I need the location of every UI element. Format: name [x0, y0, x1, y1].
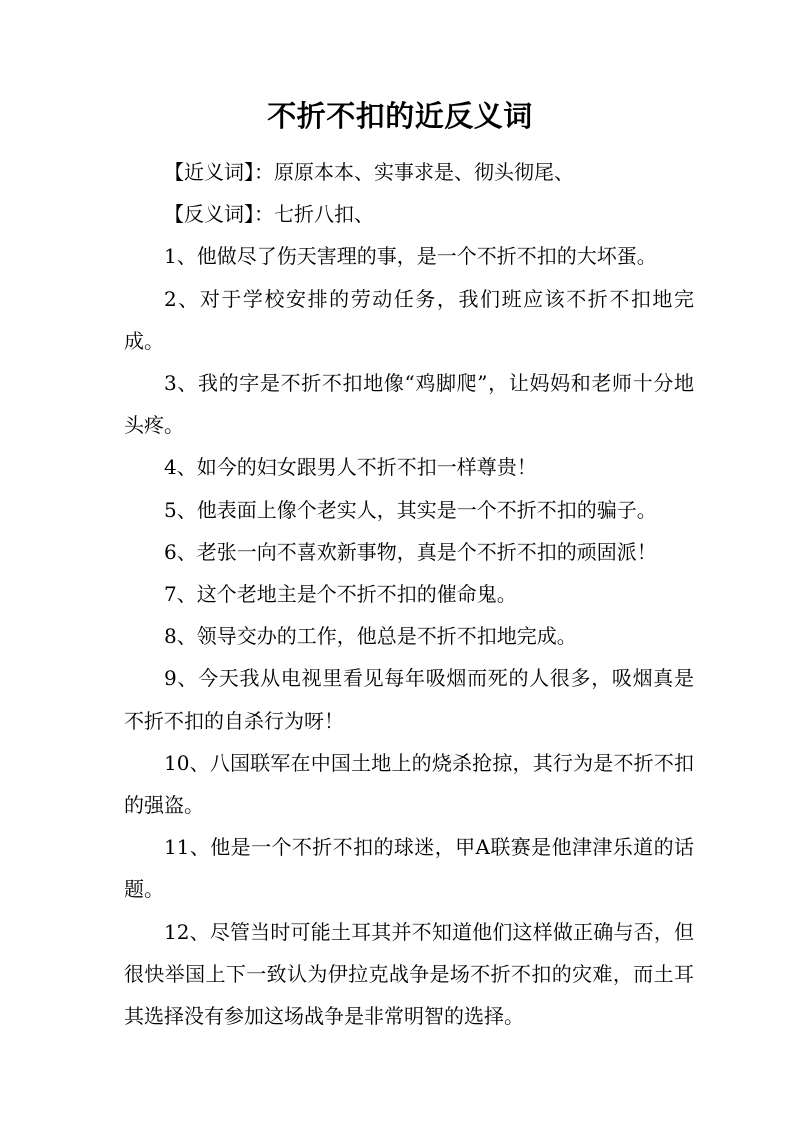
- example-sentence-3: 3、我的字是不折不扣地像“鸡脚爬”，让妈妈和老师十分地头疼。: [124, 371, 694, 438]
- example-sentence-5: 5、他表面上像个老实人，其实是一个不折不扣的骗子。: [164, 497, 657, 522]
- example-sentence-4: 4、如今的妇女跟男人不折不扣一样尊贵！: [164, 455, 537, 480]
- document-title: 不折不扣的近反义词: [267, 99, 533, 133]
- example-sentence-7: 7、这个老地主是个不折不扣的催命鬼。: [164, 582, 517, 607]
- example-sentence-10: 10、八国联军在中国土地上的烧杀抢掠，其行为是不折不扣的强盗。: [124, 750, 694, 818]
- example-sentence-9: 9、今天我从电视里看见每年吸烟而死的人很多，吸烟真是不折不扣的自杀行为呀！: [124, 666, 694, 733]
- example-sentence-8: 8、领导交办的工作，他总是不折不扣地完成。: [164, 624, 577, 649]
- example-sentence-11: 11、他是一个不折不扣的球迷，甲A联赛是他津津乐道的话题。: [124, 835, 694, 902]
- example-sentence-1: 1、他做尽了伤天害理的事，是一个不折不扣的大坏蛋。: [164, 244, 657, 269]
- paragraph-synonyms: 【近义词】：原原本本、实事求是、彻头彻尾、: [164, 160, 574, 184]
- paragraph-antonyms: 【反义词】：七折八扣、: [164, 202, 374, 227]
- example-sentence-2: 2、对于学校安排的劳动任务，我们班应该不折不扣地完成。: [124, 286, 694, 353]
- document-body: [124, 151, 694, 1037]
- example-sentence-12: 12、尽管当时可能土耳其并不知道他们这样做正确与否，但很快举国上下一致认为伊拉克战争是场不折不扣的灾难，而土耳其选择没有参加这场战争是非常明智的选择。: [124, 919, 694, 1029]
- example-sentence-6: 6、老张一向不喜欢新事物，真是个不折不扣的顽固派！: [164, 539, 657, 564]
